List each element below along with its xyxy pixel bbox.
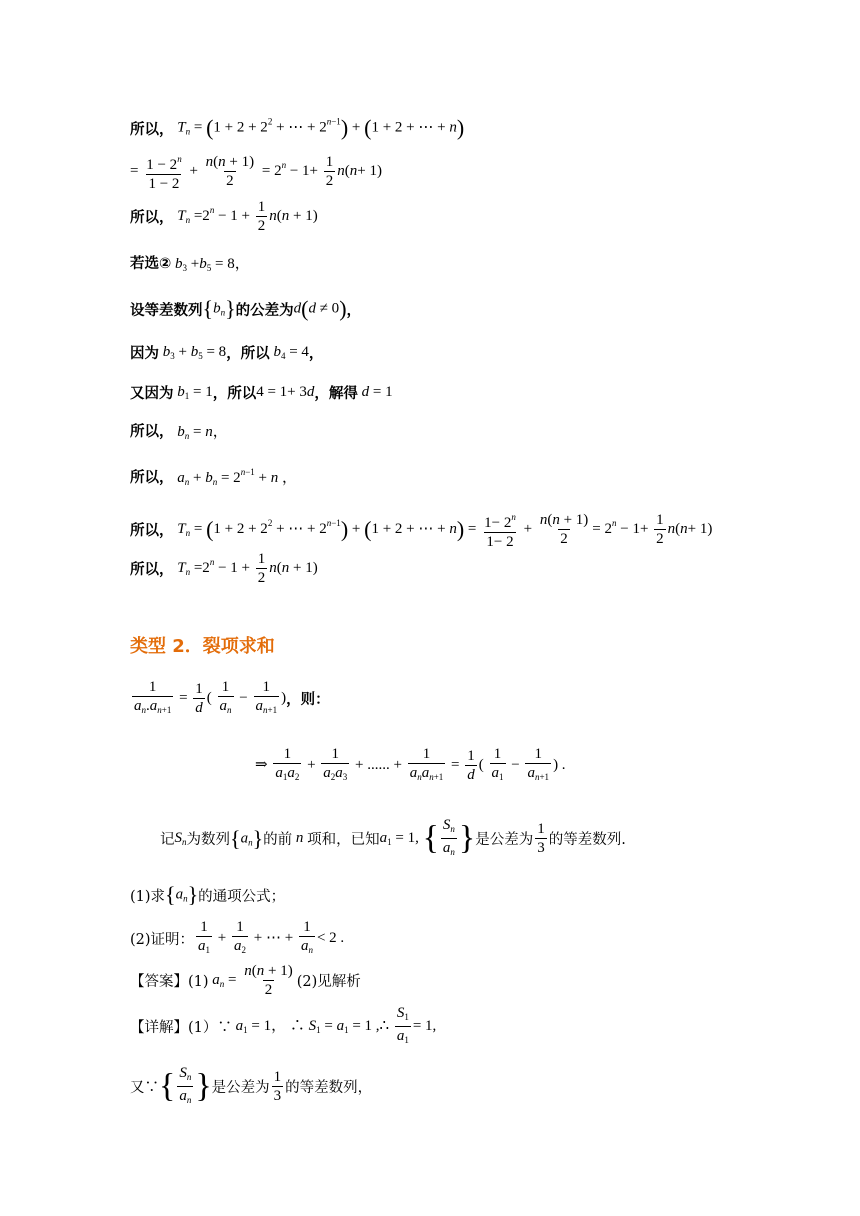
formula-sn-an-set: { $\frac{S_n}{a_n}$ } <box>159 1064 212 1109</box>
bn-line <box>130 420 228 441</box>
text-answer-post: (2)见解析 <box>296 974 361 990</box>
option-2-line <box>130 252 250 273</box>
problem-statement <box>160 816 626 861</box>
label-suoyi: 所以， <box>130 562 174 578</box>
formula-an-set-q1: $\{a_n\}$ <box>165 882 199 907</box>
formula-one-third-2: $\frac{1}{3}$ <box>273 1069 282 1104</box>
formula-d: d(d ≠ 0) <box>293 296 347 321</box>
label-suoyi: 所以， <box>130 523 174 539</box>
text-q1-pre: (1)求 <box>130 888 166 905</box>
text-xianghe: 项和，已知 <box>307 832 380 848</box>
text-gongcha: 的公差为 <box>235 302 294 319</box>
text-sheng: 设等差数列 <box>130 302 203 319</box>
text-answer-pre: 【答案】(1) <box>130 974 209 990</box>
formula-tn-result-2: $T_n =2^n - 1$ + $\frac{1}{2}$ n(n + 1) <box>177 551 318 586</box>
text-last-pre: 又∵ <box>130 1080 159 1096</box>
formula-an-bn: $a_n + b_n = 2^{n-1} + n$ ， <box>177 467 297 487</box>
telescoping-formula <box>130 678 330 719</box>
text-weishulie: 为数列 <box>186 832 230 848</box>
formula-tn-expansion: $T_n = (1 + 2 + 2^2$ + ⋯ + $2^{n-1}) + (1 + 2$ + ⋯ + n) <box>177 115 465 140</box>
formula-b3b5-eq: $b_3 + b_5 = 8$ <box>162 344 227 361</box>
tn-sum-line-1 <box>130 115 464 141</box>
text-last-post: 的等差数列， <box>285 1080 373 1096</box>
tn-full-line <box>130 508 712 551</box>
formula-an-answer: $a_n$ = $\frac{n(n + 1)}{2}$ <box>212 963 293 998</box>
text-detail-pre: 【详解】(1）∵ <box>130 1020 232 1036</box>
tn-result-line-2 <box>130 550 318 587</box>
label-suoyi: 所以， <box>130 210 174 226</box>
text-suoyi: ，所以 <box>212 386 257 402</box>
formula-sn: $S_n$ <box>174 830 187 847</box>
formula-b1: $b_1 = 1$ <box>177 384 213 401</box>
text-q1-post: 的通项公式； <box>198 888 286 905</box>
label-suoyi: 所以， <box>130 470 174 486</box>
formula-telescoping: $\frac{1}{a_n.a_{n+1}}$ = $\frac{1}{d}$ ( $\frac{1}{a_n}$ − $\frac{1}{a_{n+1}}$ ) <box>130 678 286 719</box>
answer-line <box>130 962 361 999</box>
formula-bn-set: $\{b_n\}$ <box>202 296 236 321</box>
formula-d-eq-1: d = 1 <box>361 384 393 400</box>
question-2 <box>130 918 344 959</box>
telescoping-sum <box>255 745 566 786</box>
arith-seq-line <box>130 296 361 322</box>
var-n: n <box>292 830 308 846</box>
text-gongchawei: 是公差为 <box>475 832 534 848</box>
text-jiede: ，解得 <box>314 386 358 402</box>
formula-inequality: $\frac{1}{a_1}$ + $\frac{1}{a_2}$ + ⋯ + $\frac{1}{a_n}$ < 2 . <box>194 918 344 959</box>
comma: ， <box>346 302 362 319</box>
formula-a1-eq-1: $a_1 = 1$, { $\frac{S_n}{a_n}$ } <box>380 816 476 861</box>
formula-detail: $a_1 = 1$， ∴ $S_1 = a_1 = 1$ ,∴ $\frac{S_1}{a_1}$ = 1, <box>232 1004 436 1049</box>
section-heading: 类型 2．裂项求和 <box>130 636 275 657</box>
formula-tn-evaluated: = $\frac{1 - 2^n}{1 - 2}$ + $\frac{n(n + 1)}{2}$ = $2^n - 1+$ $\frac{1}{2}$ n(n+ 1) <box>130 154 382 192</box>
tn-result-line <box>130 198 318 235</box>
text-youyinwei: 又因为 <box>130 386 174 402</box>
text-ze: ，则： <box>286 692 330 708</box>
text-q2-pre: (2)证明： <box>130 932 195 948</box>
an-bn-line <box>130 466 297 487</box>
detail-line <box>130 1004 436 1049</box>
text-dengcha: 的等差数列. <box>548 832 626 848</box>
label-suoyi: 所以， <box>130 121 174 138</box>
tn-sum-line-2 <box>130 150 382 193</box>
formula-tn-full: $T_n = (1 + 2 + 2^2$ + ⋯ + $2^{n-1}) + (1 + 2$ + ⋯ + n) = $\frac{1- 2^n}{1- 2}$ + $\frac{n(n + 1)}{2}$ = $2^n - 1+$ $\frac{1}{2}$ n(n+ 1) <box>177 512 713 550</box>
text-ji: 记 <box>160 832 175 848</box>
text-yinwei: 因为 <box>130 346 159 362</box>
question-1 <box>130 882 285 908</box>
solve-d-line <box>130 382 393 403</box>
label-suoyi: 所以， <box>130 424 174 440</box>
formula-one-third: $\frac{1}{3}$ <box>537 821 545 856</box>
formula-tn-result: $T_n =2^n - 1$ + $\frac{1}{2}$ n(n + 1) <box>177 199 318 234</box>
formula-b3-b5: $b_3 +b_5 = 8$， <box>175 256 250 273</box>
formula-telescoping-sum: ⇒ $\frac{1}{a_1a_2}$ + $\frac{1}{a_2a_3}$ + ...... + $\frac{1}{a_na_{n+1}}$ = $\frac{1}{d}$ ( $\frac{1}{a_1}$ − $\frac{1}{a_{n+1}}$ ) . <box>255 745 566 786</box>
formula-4-eq: 4 = 1+ 3d <box>256 384 315 400</box>
last-line <box>130 1064 372 1109</box>
text-last-mid: 是公差为 <box>211 1080 270 1096</box>
comma: ， <box>308 346 324 362</box>
formula-bn-n: $b_n = n$， <box>177 424 228 441</box>
formula-an-set: $\{a_n\}$ <box>230 825 264 851</box>
label-ruoxuan: 若选② <box>130 256 172 272</box>
formula-b4: $b_4 = 4$ <box>273 344 309 361</box>
because-line <box>130 342 323 363</box>
text-deqian: 的前 <box>263 832 293 848</box>
text-suoyi: ，所以 <box>226 346 270 362</box>
